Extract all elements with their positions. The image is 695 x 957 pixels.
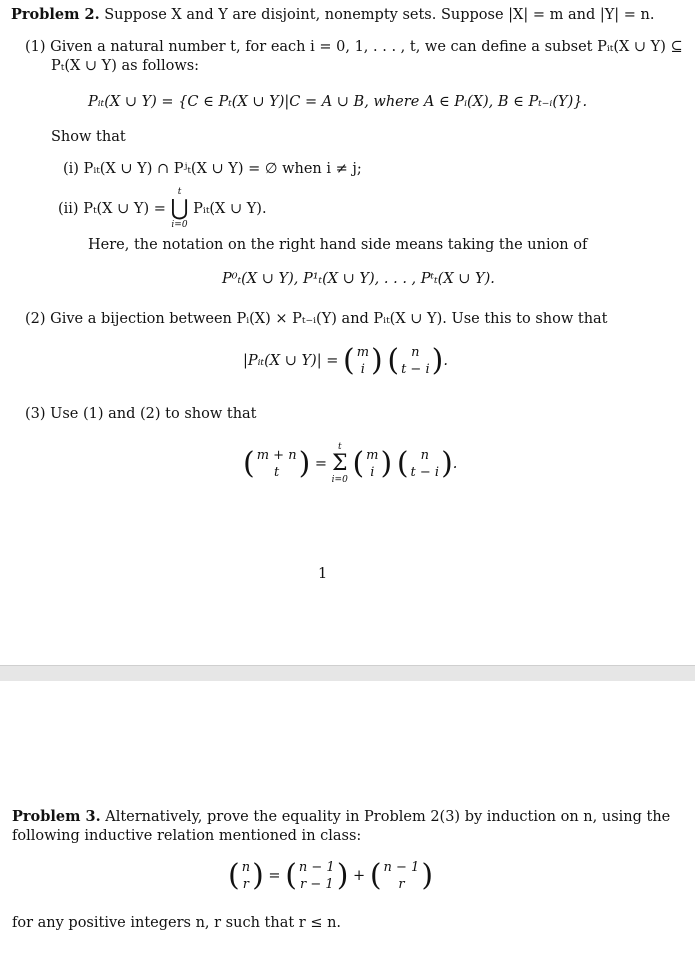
big-union-operator xyxy=(170,187,188,231)
show-that-label: Show that xyxy=(51,129,126,145)
part-2-eq-lhs: |Pᵢₜ(X ∪ Y)| = xyxy=(243,353,339,369)
problem-3-line-2: following inductive relation mentioned in class: xyxy=(12,828,362,844)
pascal-identity: ( n r ) = ( n − 1 r − 1 ) + ( n − 1 r ) xyxy=(228,858,434,893)
summation-operator xyxy=(332,442,348,486)
part-2-equation: |Pᵢₜ(X ∪ Y)| = ( m i ) ( n t − i ) . xyxy=(243,343,448,378)
sum-upper-bound: t xyxy=(337,442,342,452)
binom-m-plus-n-t: ( m + n t ) xyxy=(243,446,311,481)
part-3-equation: ( m + n t ) = t Σ i=0 ( m i ) ( n t − i ) . xyxy=(243,442,458,485)
part-2-text: (2) Give a bijection between Pᵢ(X) × Pₜ₋ᵢ(Y) and Pᵢₜ(X ∪ Y). Use this to show that xyxy=(25,311,608,327)
part-1-definition: Pᵢₜ(X ∪ Y) = {C ∈ Pₜ(X ∪ Y)|C = A ∪ B, where A ∈ Pᵢ(X), B ∈ Pₜ₋ᵢ(Y)}. xyxy=(88,94,588,110)
part-1-line-1: (1) Given a natural number t, for each i = 0, 1, . . . , t, we can define a subset Pᵢₜ(X ∪ Y) ⊆ xyxy=(25,39,683,55)
sigma-symbol: Σ xyxy=(331,451,348,476)
binom-n-t-minus-i-sum: ( n t − i ) xyxy=(396,446,453,481)
problem-2-intro xyxy=(11,6,655,24)
page-number: 1 xyxy=(318,566,328,582)
binom-n-t-minus-i: ( n t − i ) xyxy=(387,343,444,378)
union-list: P⁰ₜ(X ∪ Y), P¹ₜ(X ∪ Y), . . . , Pᵗₜ(X ∪ Y). xyxy=(222,271,495,287)
problem-2-intro-text: Suppose X and Y are disjoint, nonempty sets. Suppose |X| = m and |Y| = n. xyxy=(104,7,655,23)
problem-3-text: Alternatively, prove the equality in Problem 2(3) by induction on n, using the xyxy=(105,809,671,825)
union-upper-bound: t xyxy=(177,187,182,197)
problem-2-heading: Problem 2. xyxy=(11,6,100,23)
binom-n-1-r-1: ( n − 1 r − 1 ) xyxy=(285,858,349,893)
item-ii-prefix: (ii) Pₜ(X ∪ Y) = xyxy=(58,201,171,217)
problem-3-heading: Problem 3. xyxy=(12,808,101,825)
part-1-line-2: Pₜ(X ∪ Y) as follows: xyxy=(51,58,200,74)
part-3-text: (3) Use (1) and (2) to show that xyxy=(25,406,257,422)
binom-m-i-sum: ( m i ) xyxy=(352,446,393,481)
sum-lower-bound: i=0 xyxy=(331,475,348,485)
here-explanation: Here, the notation on the right hand side means taking the union of xyxy=(88,237,588,253)
binom-n-r: ( n r ) xyxy=(228,858,264,893)
item-ii-suffix: Pᵢₜ(X ∪ Y). xyxy=(193,201,267,217)
binom-n-1-r: ( n − 1 r ) xyxy=(369,858,434,893)
item-ii xyxy=(58,187,267,231)
big-union-symbol: ⋃ xyxy=(170,196,189,221)
page-separator xyxy=(0,665,695,682)
problem-3-line-1 xyxy=(12,808,670,826)
binom-m-i: ( m i ) xyxy=(342,343,383,378)
union-lower-bound: i=0 xyxy=(171,220,188,230)
item-i: (i) Pᵢₜ(X ∪ Y) ∩ Pʲₜ(X ∪ Y) = ∅ when i ≠ j; xyxy=(63,161,362,177)
problem-3-closing: for any positive integers n, r such that r ≤ n. xyxy=(12,915,342,931)
page-2 xyxy=(0,681,695,957)
